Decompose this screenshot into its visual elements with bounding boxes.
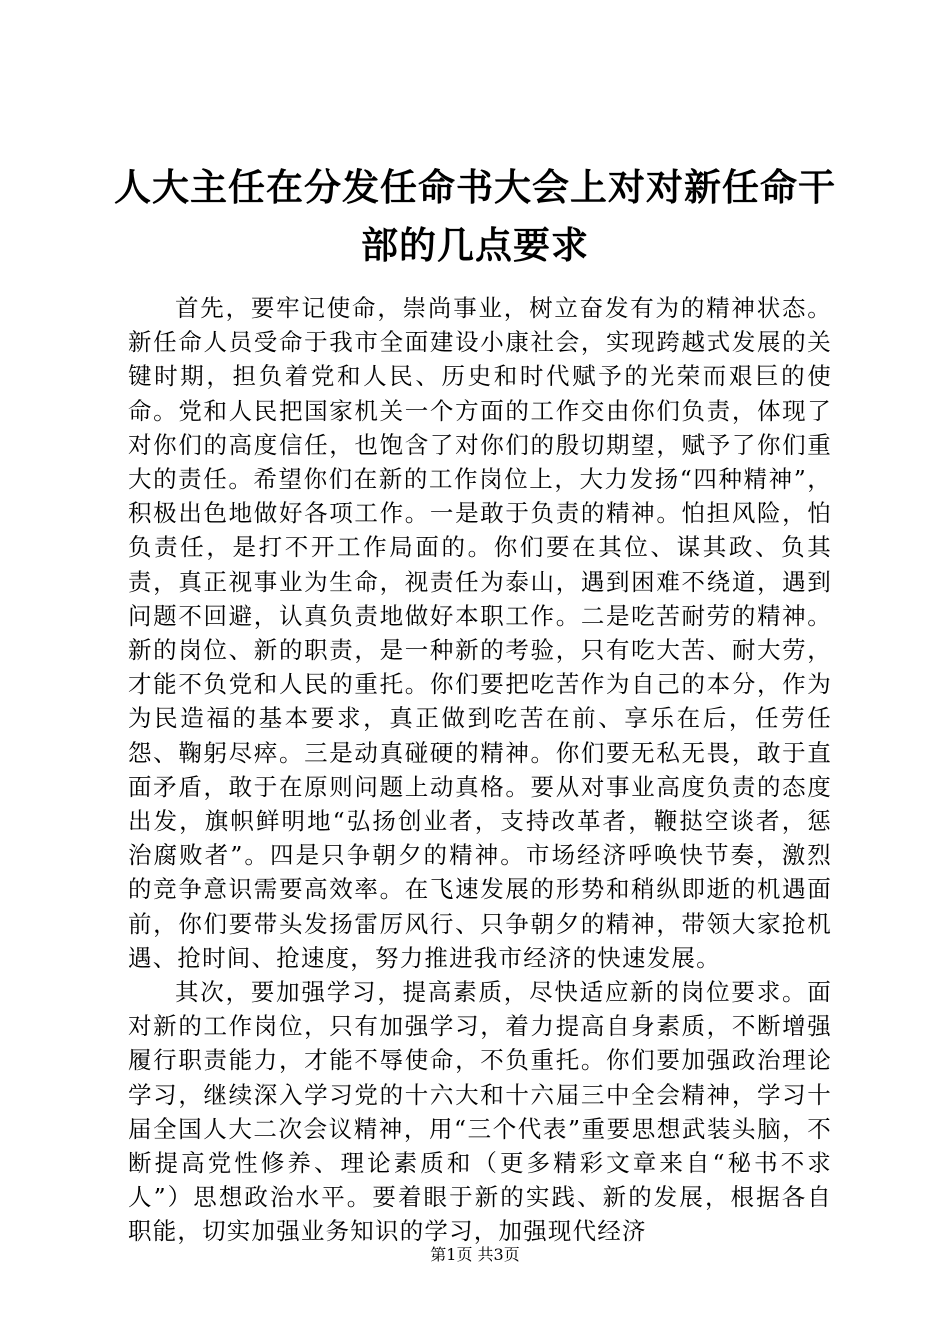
paragraph-1: 首先，要牢记使命，崇尚事业，树立奋发有为的精神状态。新任命人员受命于我市全面建设小康社会，实现跨越式发展的关键时期，担负着党和人民、历史和时代赋予的光荣而艰巨的使命。党和人民把国家机关一个方面的工作交由你们负责，体现了对你们的高度信任，也饱含了对你们的殷切期望，赋予了你们重大的责任。希望你们在新的工作岗位上，大力发扬“四种精神”，积极出色地做好各项工作。一是敢于负责的精神。怕担风险，怕负责任，是打不开工作局面的。你们要在其位、谋其政、负其责，真正视事业为生命，视责任为泰山，遇到困难不绕道，遇到问题不回避，认真负责地做好本职工作。二是吃苦耐劳的精神。新的岗位、新的职责，是一种新的考验，只有吃大苦、耐大劳，才能不负党和人民的重托。你们要把吃苦作为自己的本分，作为为民造福的基本要求，真正做到吃苦在前、享乐在后，任劳任怨、鞠躬尽瘁。三是动真碰硬的精神。你们要无私无畏，敢于直面矛盾，敢于在原则问题上动真格。要从对事业高度负责的态度出发，旗帜鲜明地“弘扬创业者，支持改革者，鞭挞空谈者，惩治腐败者”。四是只争朝夕的精神。市场经济呼唤快节奏，激烈的竞争意识需要高效率。在飞速发展的形势和稍纵即逝的机遇面前，你们要带头发扬雷厉风行、只争朝夕的精神，带领大家抢机遇、抢时间、抢速度，努力推进我市经济的快速发展。: [128, 294, 832, 972]
page-number-footer: 第1页 共3页: [430, 1245, 520, 1264]
document-title: 人大主任在分发任命书大会上对对新任命干部的几点要求: [114, 165, 836, 267]
document-body: [128, 291, 832, 1249]
paragraph-2: 其次，要加强学习，提高素质，尽快适应新的岗位要求。面对新的工作岗位，只有加强学习，着力提高自身素质，不断增强履行职责能力，才能不辱使命，不负重托。你们要加强政治理论学习，继续深入学习党的十六大和十六届三中全会精神，学习十届全国人大二次会议精神，用“三个代表”重要思想武装头脑，不断提高党性修养、理论素质和（更多精彩文章来自“秘书不求人”）思想政治水平。要着眼于新的实践、新的发展，根据各自职能，切实加强业务知识的学习，加强现代经济: [128, 978, 832, 1246]
